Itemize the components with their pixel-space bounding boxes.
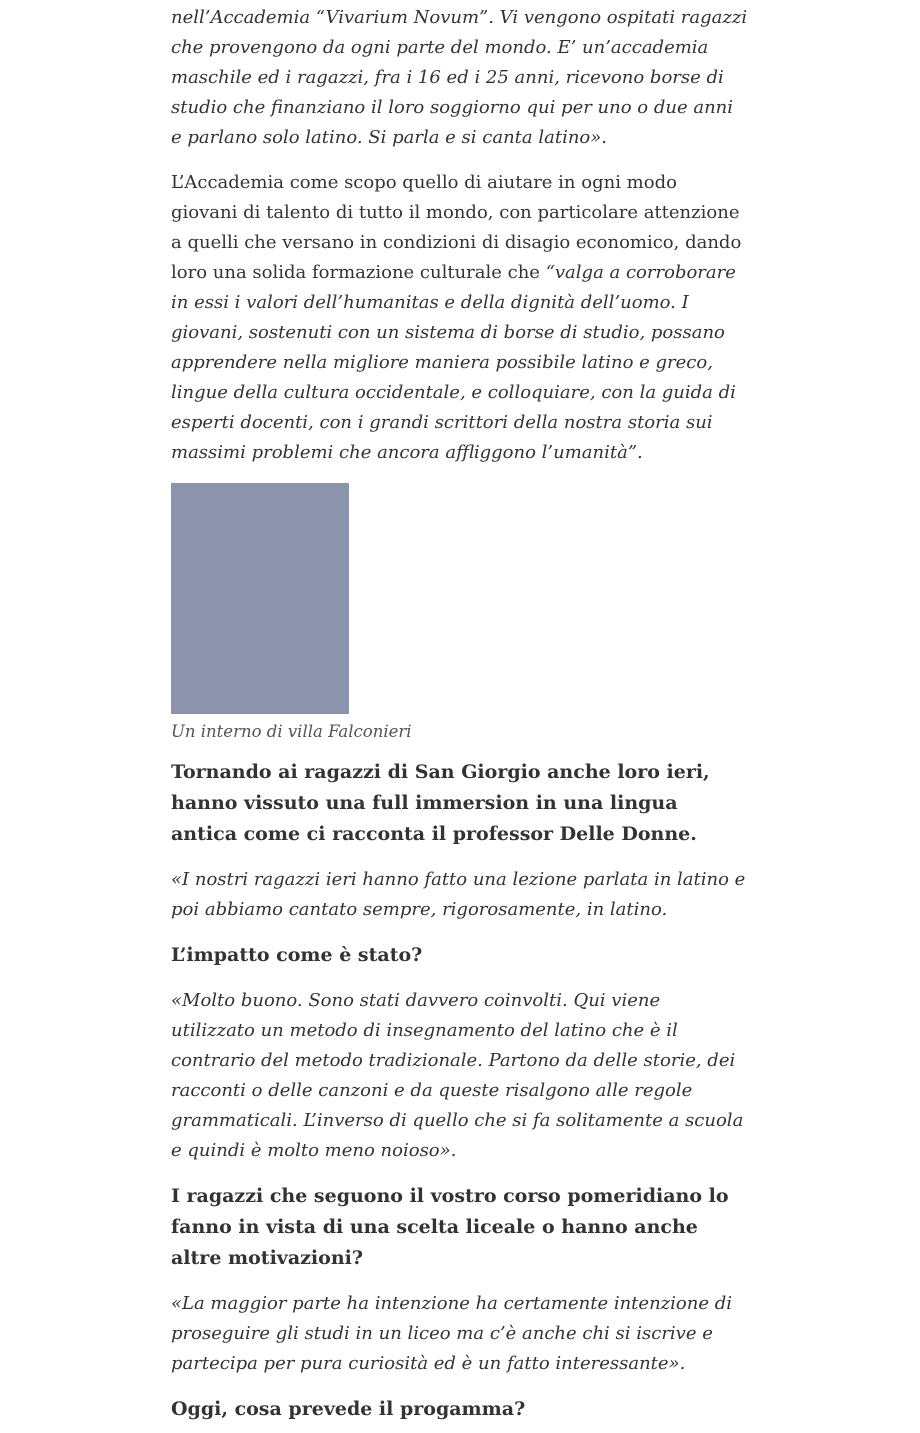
image-caption: Un interno di villa Falconieri [171,722,412,741]
intro-quote-paragraph: nell’Accademia “Vivarium Novum”. Vi vengono ospitati ragazzi che provengono da ogni parte del mondo. E’ un’accademia maschile ed i ragazzi, fra i 16 ed i 25 anni, ricevono borse di studio che finanziano il loro soggiorno qui per uno o due anni e parlano solo latino. Si parla e si canta latino». [171,7,748,148]
interview-answer-3: «La maggior parte ha intenzione ha certamente intenzione di proseguire gli studi in un liceo ma c’è anche chi si iscrive e partecipa per pura curiosità ed è un fatto interessante». [171,1293,732,1374]
interview-statement: Tornando ai ragazzi di San Giorgio anche loro ieri, hanno vissuto una full immersion in una lingua antica come ci racconta il professor Delle Donne. [171,761,710,845]
lead-paragraph-quoted-text: “valga a corroborare in essi i valori dell’humanitas e della dignità dell’uomo. I giovani, sostenuti con un sistema di borse di studio, possano apprendere nella migliore maniera possibile latino e greco, lingue della cultura occidentale, e colloquiare, con la guida di esperti docenti, con i grandi scrittori della nostra storia sui massimi problemi che ancora affliggono l’umanità”. [171,262,736,463]
interview-answer-1: «I nostri ragazzi ieri hanno fatto una lezione parlata in latino e poi abbiamo cantato sempre, rigorosamente, in latino. [171,869,746,920]
lead-paragraph [171,168,749,468]
interview-question-4: Oggi, cosa prevede il progamma? [171,1398,526,1420]
interview-answer-2: «Molto buono. Sono stati davvero coinvolti. Qui viene utilizzato un metodo di insegnamento del latino che è il contrario del metodo tradizionale. Partono da delle storie, dei racconti o delle canzoni e da queste risalgono alle regole grammaticali. L’inverso di quello che si fa solitamente a scuola e quindi è molto meno noioso». [171,990,744,1161]
article-figure [171,483,749,744]
article-body [171,0,749,1425]
interview-question-2: L’impatto come è stato? [171,944,423,966]
villa-falconieri-fresco-image [171,483,349,714]
lead-paragraph-regular-text: L’Accademia come scopo quello di aiutare in ogni modo giovani di talento di tutto il mondo, con particolare attenzione a quelli che versano in condizioni di disagio economico, dando loro una solida formazione culturale che [171,172,742,283]
interview-question-3: I ragazzi che seguono il vostro corso pomeridiano lo fanno in vista di una scelta liceale o hanno anche altre motivazioni? [171,1185,729,1269]
